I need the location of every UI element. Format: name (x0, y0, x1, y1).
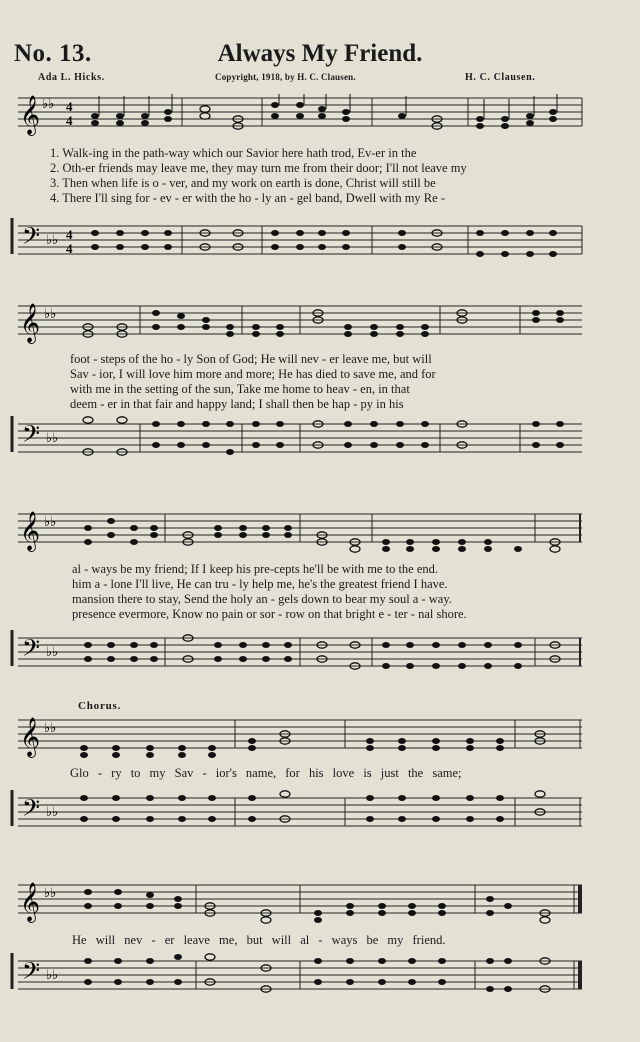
bass-staff-1 (0, 218, 640, 278)
svg-text:♭♭: ♭♭ (46, 233, 59, 248)
svg-text:𝄢: 𝄢 (22, 222, 41, 255)
chorus-line: Glo - ry to my Sav - ior's name, for his love is just the same; (70, 766, 462, 780)
music-system-1 (0, 92, 640, 282)
hymn-number: No. 13. (14, 40, 92, 67)
hymn-title: Always My Friend. (217, 40, 423, 67)
svg-text:4: 4 (66, 113, 73, 128)
verse-line: 3. Then when life is o - ver, and my work on earth is done, Christ will still be (50, 176, 436, 190)
verse-line: foot - steps of the ho - ly Son of God; He will nev - er leave me, but will (70, 352, 432, 366)
chorus-label: Chorus. (78, 700, 122, 712)
final-line: He will nev - er leave me, but will al - ways be my friend. (72, 933, 446, 947)
svg-text:♭♭: ♭♭ (46, 645, 59, 660)
bass-staff-2 (0, 416, 640, 476)
svg-text:♭♭: ♭♭ (46, 805, 59, 820)
composer-credit: H. C. Clausen. (465, 72, 536, 83)
music-system-2 (0, 292, 640, 472)
bass-staff-3 (0, 630, 640, 690)
treble-staff-3 (0, 504, 640, 564)
svg-text:𝄞: 𝄞 (20, 95, 41, 135)
svg-text:♭♭: ♭♭ (46, 968, 59, 983)
svg-text:♭♭: ♭♭ (44, 307, 57, 322)
treble-staff-1 (0, 94, 640, 154)
treble-staff-chorus (0, 714, 640, 774)
verse-line: with me in the setting of the sun, Take me home to heav - en, in that (70, 382, 410, 396)
verse-line: Sav - ior, I will love him more and more; He has died to save me, and for (70, 367, 436, 381)
svg-text:♭♭: ♭♭ (42, 97, 55, 112)
lyricist-credit: Ada L. Hicks. (38, 72, 105, 83)
svg-text:𝄢: 𝄢 (22, 957, 41, 990)
verse-line: presence evermore, Know no pain or sor - row on that bright e - ter - nal shore. (72, 607, 467, 621)
verse-line: him a - lone I'll live, He can tru - ly help me, he's the greatest friend I have. (72, 577, 448, 591)
verse-line: 1. Walk-ing in the path-way which our Savior here hath trod, Ev-er in the (50, 146, 417, 160)
svg-text:𝄞: 𝄞 (20, 303, 41, 343)
copyright-notice: Copyright, 1918, by H. C. Clausen. (215, 72, 356, 82)
verse-line: al - ways be my friend; If I keep his pre-cepts he'll be with me to the end. (72, 562, 439, 576)
header (0, 0, 640, 90)
verse-line: 2. Oth-er friends may leave me, they may turn me from their door; I'll not leave my (50, 161, 467, 175)
bass-staff-chorus (0, 790, 640, 850)
treble-staff-final (0, 877, 640, 937)
svg-text:𝄞: 𝄞 (20, 511, 41, 551)
treble-staff-2 (0, 298, 640, 358)
svg-text:𝄞: 𝄞 (20, 717, 41, 757)
svg-text:4: 4 (66, 227, 73, 242)
bass-staff-final (0, 953, 640, 1013)
music-system-3 (0, 500, 640, 680)
music-system-final (0, 865, 640, 1035)
verse-line: 4. There I'll sing for - ev - er with the ho - ly an - gel band, Dwell with my Re - (50, 191, 445, 205)
verse-line: mansion there to stay, Send the holy an - gels down to bear my soul a - way. (72, 592, 452, 606)
svg-text:4: 4 (66, 241, 73, 256)
music-system-chorus (0, 700, 640, 840)
svg-text:♭♭: ♭♭ (44, 721, 57, 736)
svg-text:♭♭: ♭♭ (44, 515, 57, 530)
svg-text:𝄢: 𝄢 (22, 634, 41, 667)
svg-text:𝄞: 𝄞 (20, 882, 41, 922)
verse-line: deem - er in that fair and happy land; I shall then be hap - py in his (70, 397, 404, 411)
svg-text:♭♭: ♭♭ (46, 431, 59, 446)
svg-text:4: 4 (66, 99, 73, 114)
svg-text:𝄢: 𝄢 (22, 420, 41, 453)
svg-text:♭♭: ♭♭ (44, 886, 57, 901)
svg-text:𝄢: 𝄢 (22, 794, 41, 827)
